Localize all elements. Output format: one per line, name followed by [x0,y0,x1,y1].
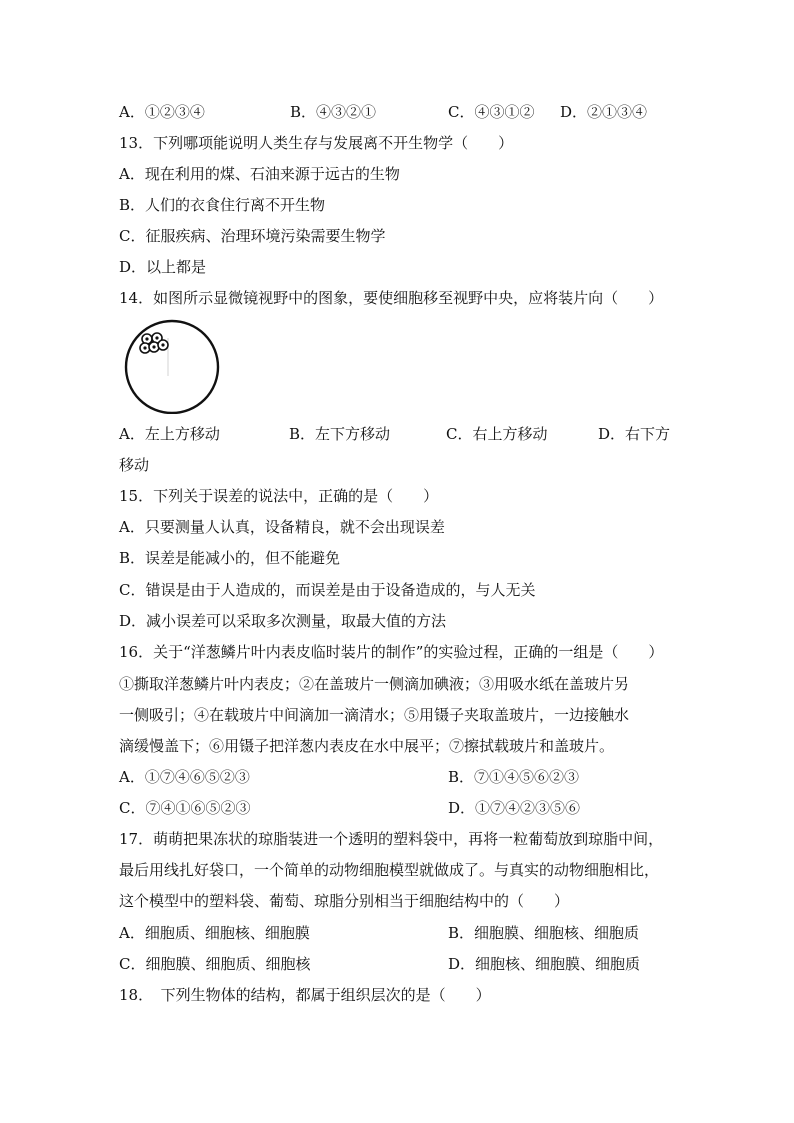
q16-stem: 16．关于“洋葱鳞片叶内表皮临时装片的制作”的实验过程，正确的一组是（ ） [119,643,664,661]
field-of-view-circle [126,321,218,413]
q13-option-a[interactable]: A．现在利用的煤、石油来源于远古的生物 [119,165,400,183]
q13-option-c[interactable]: C．征服疾病、治理环境污染需要生物学 [119,227,386,245]
q15-option-b[interactable]: B．误差是能减小的，但不能避免 [119,549,341,567]
q14-stem: 14．如图所示显微镜视野中的图象，要使细胞移至视野中央，应将装片向（ ） [119,289,664,307]
q14-option-d-continued: 移动 [119,456,150,474]
q13-stem: 13．下列哪项能说明人类生存与发展离不开生物学（ ） [119,134,514,152]
q16-steps-line-3: 滴缓慢盖下；⑥用镊子把洋葱内表皮在水中展平；⑦擦拭载玻片和盖玻片。 [119,737,615,755]
microscope-field-figure [122,318,222,414]
q16-option-b[interactable]: B．⑦①④⑤⑥②③ [448,768,580,786]
q12-option-d[interactable]: D．②①③④ [560,103,648,121]
q15-option-d[interactable]: D．减小误差可以采取多次测量，取最大值的方法 [119,612,447,630]
q17-stem-line-2: 最后用线扎好袋口，一个简单的动物细胞模型就做成了。与真实的动物细胞相比， [119,861,660,879]
q15-option-a[interactable]: A．只要测量人认真，设备精良，就不会出现误差 [119,518,445,536]
q15-option-c[interactable]: C．错误是由于人造成的，而误差是由于设备造成的，与人无关 [119,581,536,599]
q13-option-b[interactable]: B．人们的衣食住行离不开生物 [119,196,326,214]
q16-option-c[interactable]: C．⑦④①⑥⑤②③ [119,799,251,817]
q16-option-a[interactable]: A．①⑦④⑥⑤②③ [119,768,250,786]
q17-option-d[interactable]: D．细胞核、细胞膜、细胞质 [448,955,641,973]
q14-option-b[interactable]: B．左下方移动 [289,425,391,443]
q14-option-d[interactable]: D．右下方 [598,425,671,443]
q12-option-a[interactable]: A．①②③④ [119,103,205,121]
q15-stem: 15．下列关于误差的说法中，正确的是（ ） [119,487,439,505]
q12-option-c[interactable]: C．④③①② [448,103,535,121]
q16-option-d[interactable]: D．①⑦④②③⑤⑥ [448,799,581,817]
q17-option-b[interactable]: B．细胞膜、细胞核、细胞质 [448,924,640,942]
q16-steps-line-1: ①撕取洋葱鳞片叶内表皮；②在盖玻片一侧滴加碘液；③用吸水纸在盖玻片另 [119,675,630,693]
q16-steps-line-2: 一侧吸引；④在载玻片中间滴加一滴清水；⑤用镊子夹取盖玻片，一边接触水 [119,706,630,724]
q13-option-d[interactable]: D．以上都是 [119,258,207,276]
q18-stem: 18． 下列生物体的结构，都属于组织层次的是（ ） [119,986,491,1004]
q17-option-a[interactable]: A．细胞质、细胞核、细胞膜 [119,924,310,942]
q14-option-a[interactable]: A．左上方移动 [119,425,220,443]
q12-option-b[interactable]: B．④③②① [290,103,377,121]
q17-stem-line-3: 这个模型中的塑料袋、葡萄、琼脂分别相当于细胞结构中的（ ） [119,892,570,910]
q14-option-c[interactable]: C．右上方移动 [446,425,548,443]
q17-option-c[interactable]: C．细胞膜、细胞质、细胞核 [119,955,311,973]
q17-stem-line-1: 17．萌萌把果冻状的琼脂装进一个透明的塑料袋中，再将一粒葡萄放到琼脂中间， [119,830,664,848]
cell-cluster [140,333,168,353]
